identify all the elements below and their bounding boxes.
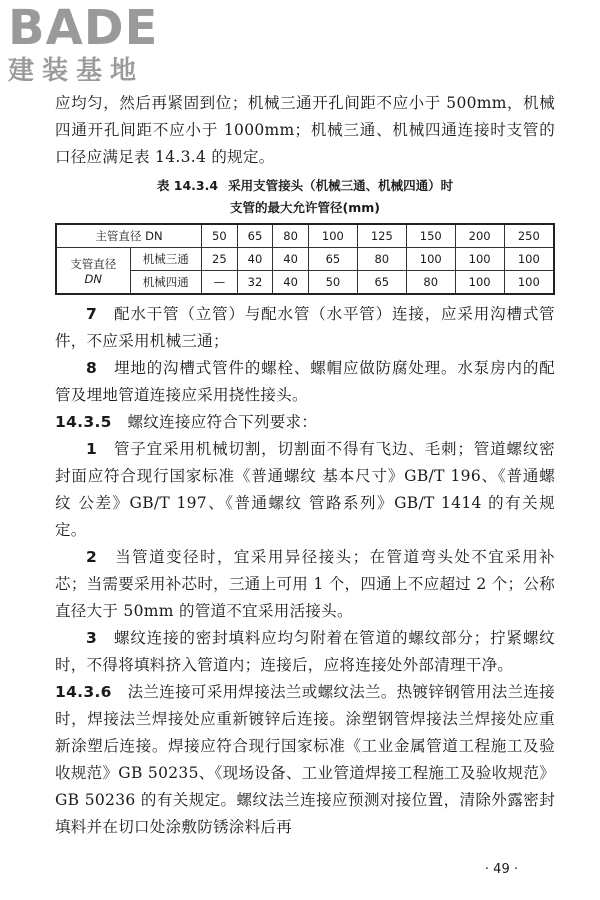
table-cell: 40 (273, 248, 309, 271)
c5-item-3 (55, 625, 555, 679)
table-cell: 50 (308, 271, 357, 295)
table-cell: 65 (357, 271, 406, 295)
group-label-line1: 支管直径 (70, 256, 117, 271)
table-cell: 40 (237, 248, 273, 271)
table-cell: 200 (455, 224, 504, 248)
table-cell: 25 (202, 248, 238, 271)
table-cell: — (202, 271, 238, 295)
clause-text: 法兰连接可采用焊接法兰或螺纹法兰。热镀锌钢管用法兰连接时，焊接法兰焊接处应重新镀锌后连接。涂塑钢管焊接法兰焊接处应重新涂塑后连接。焊接应符合现行国家标准《工业金属管道工程施工及验收规范》GB 50235、《现场设备、工业管道焊接工程施工及验收规范》GB 50236 的有关规定。螺纹法兰连接应预测对接位置，清除外露密封填料并在切口处涂敷防锈涂料后再 (55, 683, 555, 836)
table-cell: 80 (406, 271, 455, 295)
table-cell: 250 (504, 224, 554, 248)
item-text: 当管道变径时，宜采用异径接头；在管道弯头处不宜采用补芯；当需要采用补芯时，三通上可用 1 个，四通上不应超过 2 个；公称直径大于 50mm 的管道不宜采用活接头。 (55, 548, 555, 620)
intro-paragraph: 应均匀，然后再紧固到位；机械三通开孔间距不应小于 500mm，机械四通开孔间距不应小于 1000mm；机械三通、机械四通连接时支管的口径应满足表 14.3.4 的规定。 (55, 94, 555, 166)
item-7 (55, 301, 555, 355)
table-cell: 65 (237, 224, 273, 248)
c5-item-2 (55, 544, 555, 625)
item-number: 3 (86, 629, 98, 647)
table-cell: 80 (273, 224, 309, 248)
table-cell: 32 (237, 271, 273, 295)
item-text: 管子宜采用机械切割，切割面不得有飞边、毛刺；管道螺纹密封面应符合现行国家标准《普通螺纹 基本尺寸》GB/T 196、《普通螺纹 公差》GB/T 197、《普通螺纹 管路系列》GB/T 1414 的有关规定。 (55, 440, 555, 539)
item-text: 螺纹连接的密封填料应均匀附着在管道的螺纹部分；拧紧螺纹时，不得将填料挤入管道内；连接后，应将连接处外部清理干净。 (55, 629, 555, 674)
brand-logo (8, 0, 178, 94)
c5-item-1 (55, 436, 555, 544)
table-row (56, 271, 554, 295)
item-text: 埋地的沟槽式管件的螺栓、螺帽应做防腐处理。水泵房内的配管及埋地管道连接应采用挠性接头。 (55, 359, 555, 404)
logo-subtitle: 建装基地 (8, 56, 145, 86)
table-number: 表 14.3.4 (156, 178, 219, 193)
table-cell: 100 (504, 271, 554, 295)
table-cell: 100 (406, 248, 455, 271)
table-cell: 100 (455, 248, 504, 271)
item-number: 2 (86, 548, 98, 566)
group-label-line2: DN (84, 271, 102, 286)
table-cell: 80 (357, 248, 406, 271)
table-cell: 100 (455, 271, 504, 295)
clause-number: 14.3.5 (55, 413, 112, 431)
table-cell: 100 (308, 224, 357, 248)
table-title-line2: 支管的最大允许管径(mm) (230, 200, 380, 215)
item-text: 配水干管（立管）与配水管（水平管）连接，应采用沟槽式管件，不应采用机械三通； (55, 305, 555, 350)
page-number: · 49 · (484, 862, 518, 877)
table-caption (55, 175, 555, 197)
main-pipe-header: 主管直径 DN (56, 224, 202, 248)
logo-wordmark: BADE (8, 0, 159, 56)
branch-pipe-group-label (56, 248, 130, 295)
item-8 (55, 355, 555, 409)
clause-number: 14.3.6 (55, 683, 112, 701)
table-cell: 40 (273, 271, 309, 295)
table-cell: 65 (308, 248, 357, 271)
table-cell: 100 (504, 248, 554, 271)
clause-14-3-5 (55, 409, 555, 436)
pipe-size-table (55, 223, 555, 295)
table-cell: 50 (202, 224, 238, 248)
document-body (55, 90, 555, 841)
item-number: 1 (86, 440, 98, 458)
table-cell: 125 (357, 224, 406, 248)
clause-text: 螺纹连接应符合下列要求： (127, 413, 318, 431)
table-title-line1: 采用支管接头（机械三通、机械四通）时 (228, 178, 454, 193)
item-number: 8 (86, 359, 98, 377)
table-header-row (56, 224, 554, 248)
row-label-cross: 机械四通 (130, 271, 202, 295)
row-label-tee: 机械三通 (130, 248, 202, 271)
item-number: 7 (86, 305, 98, 323)
table-cell: 150 (406, 224, 455, 248)
table-row (56, 248, 554, 271)
clause-14-3-6 (55, 679, 555, 841)
